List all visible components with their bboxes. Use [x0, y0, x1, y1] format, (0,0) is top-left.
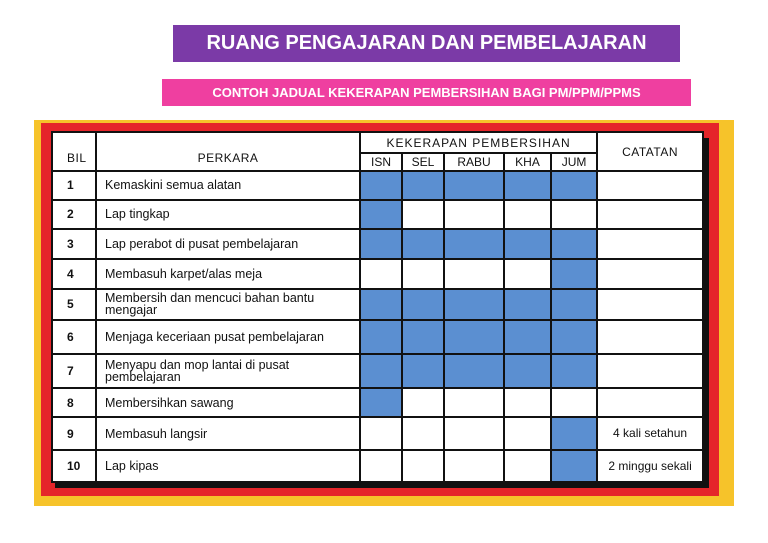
frequency-cell-sel: [402, 229, 444, 259]
header-day-isn: ISN: [360, 153, 402, 171]
frequency-cell-isn: [360, 450, 402, 482]
frequency-cell-kha: [504, 229, 551, 259]
note-cell: [597, 200, 703, 230]
frequency-cell-jum: [551, 354, 597, 388]
task-description: Membersihkan sawang: [96, 388, 360, 418]
header-day-kha: KHA: [504, 153, 551, 171]
frequency-cell-isn: [360, 289, 402, 321]
frequency-cell-jum: [551, 200, 597, 230]
table-row: [52, 354, 703, 388]
frequency-cell-sel: [402, 200, 444, 230]
row-number: 6: [52, 320, 96, 354]
table-row: [52, 450, 703, 482]
frequency-cell-sel: [402, 450, 444, 482]
frequency-cell-rabu: [444, 229, 504, 259]
frequency-cell-rabu: [444, 417, 504, 450]
frequency-cell-jum: [551, 320, 597, 354]
frequency-cell-isn: [360, 259, 402, 289]
frequency-cell-isn: [360, 388, 402, 418]
frequency-cell-rabu: [444, 289, 504, 321]
frequency-cell-kha: [504, 320, 551, 354]
task-description: Lap kipas: [96, 450, 360, 482]
note-cell: 2 minggu sekali: [597, 450, 703, 482]
frequency-cell-sel: [402, 354, 444, 388]
frequency-cell-isn: [360, 200, 402, 230]
cleaning-schedule-table: [51, 131, 704, 483]
frequency-cell-kha: [504, 417, 551, 450]
frequency-cell-isn: [360, 320, 402, 354]
page-subtitle: CONTOH JADUAL KEKERAPAN PEMBERSIHAN BAGI PM/PPM/PPMS: [162, 79, 691, 106]
frequency-cell-rabu: [444, 354, 504, 388]
note-cell: [597, 229, 703, 259]
header-day-rabu: RABU: [444, 153, 504, 171]
task-description: Membasuh karpet/alas meja: [96, 259, 360, 289]
table-row: [52, 289, 703, 321]
table-row: [52, 200, 703, 230]
page-title: RUANG PENGAJARAN DAN PEMBELAJARAN: [173, 25, 680, 62]
header-perkara: PERKARA: [96, 132, 360, 171]
frequency-cell-rabu: [444, 171, 504, 200]
row-number: 1: [52, 171, 96, 200]
frequency-cell-kha: [504, 450, 551, 482]
frequency-cell-jum: [551, 259, 597, 289]
frequency-cell-kha: [504, 259, 551, 289]
task-description: Kemaskini semua alatan: [96, 171, 360, 200]
frequency-cell-jum: [551, 229, 597, 259]
frequency-cell-isn: [360, 229, 402, 259]
header-day-sel: SEL: [402, 153, 444, 171]
frequency-cell-kha: [504, 200, 551, 230]
row-number: 4: [52, 259, 96, 289]
table-row: [52, 171, 703, 200]
task-description: Menjaga keceriaan pusat pembelajaran: [96, 320, 360, 354]
frequency-cell-kha: [504, 388, 551, 418]
row-number: 7: [52, 354, 96, 388]
frequency-cell-sel: [402, 417, 444, 450]
task-description: Membasuh langsir: [96, 417, 360, 450]
frequency-cell-sel: [402, 320, 444, 354]
frequency-cell-kha: [504, 354, 551, 388]
note-cell: [597, 259, 703, 289]
header-bil: BIL: [52, 132, 96, 171]
table-row: [52, 320, 703, 354]
frequency-cell-sel: [402, 388, 444, 418]
frequency-cell-isn: [360, 354, 402, 388]
header-catatan: CATATAN: [597, 132, 703, 171]
note-cell: [597, 388, 703, 418]
frequency-cell-kha: [504, 171, 551, 200]
frequency-cell-isn: [360, 417, 402, 450]
frequency-cell-kha: [504, 289, 551, 321]
table-row: [52, 417, 703, 450]
row-number: 2: [52, 200, 96, 230]
frequency-cell-rabu: [444, 259, 504, 289]
frequency-cell-rabu: [444, 450, 504, 482]
frequency-cell-sel: [402, 289, 444, 321]
note-cell: [597, 171, 703, 200]
table-row: [52, 229, 703, 259]
header-day-jum: JUM: [551, 153, 597, 171]
frequency-cell-rabu: [444, 388, 504, 418]
frequency-cell-sel: [402, 171, 444, 200]
note-cell: [597, 320, 703, 354]
frequency-cell-rabu: [444, 200, 504, 230]
task-description: Menyapu dan mop lantai di pusat pembelajaran: [96, 354, 360, 388]
task-description: Lap tingkap: [96, 200, 360, 230]
table-row: [52, 388, 703, 418]
frequency-cell-rabu: [444, 320, 504, 354]
frequency-cell-isn: [360, 171, 402, 200]
frequency-cell-jum: [551, 171, 597, 200]
row-number: 3: [52, 229, 96, 259]
row-number: 10: [52, 450, 96, 482]
task-description: Lap perabot di pusat pembelajaran: [96, 229, 360, 259]
note-cell: [597, 354, 703, 388]
note-cell: 4 kali setahun: [597, 417, 703, 450]
frequency-cell-jum: [551, 450, 597, 482]
row-number: 5: [52, 289, 96, 321]
row-number: 9: [52, 417, 96, 450]
table-row: [52, 259, 703, 289]
frequency-cell-jum: [551, 417, 597, 450]
frequency-cell-jum: [551, 388, 597, 418]
frequency-cell-jum: [551, 289, 597, 321]
header-kekerapan: KEKERAPAN PEMBERSIHAN: [360, 132, 597, 153]
note-cell: [597, 289, 703, 321]
task-description: Membersih dan mencuci bahan bantu mengajar: [96, 289, 360, 321]
row-number: 8: [52, 388, 96, 418]
frequency-cell-sel: [402, 259, 444, 289]
